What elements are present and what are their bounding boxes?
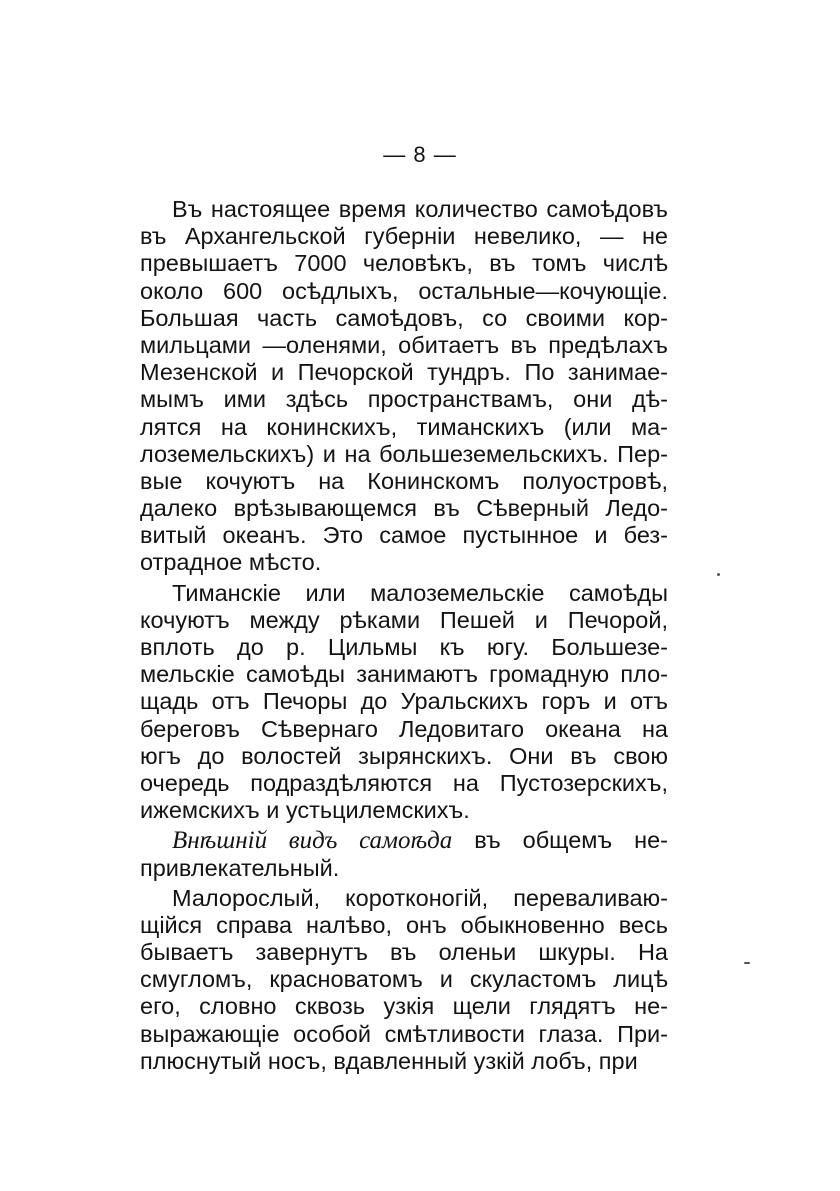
paragraph-3 <box>140 827 668 881</box>
text-fragment: въ общемъ не- <box>452 827 668 854</box>
paragraph-2 <box>140 580 668 825</box>
text-line: Малорослый, коротконогій, переваливаю- <box>172 884 668 911</box>
paragraph-4 <box>140 885 668 1075</box>
scan-speck <box>717 573 720 576</box>
italic-heading: Внѣшній видъ самоѣда <box>172 827 453 855</box>
text-line: Мезенской и Печорской тундръ. По занимае- <box>140 359 668 386</box>
text-line: выражающіе особой смѣтливости глаза. При- <box>140 1020 668 1047</box>
text-line: очередь подраздѣляются на Пустозерскихъ, <box>140 769 668 796</box>
text-line: вплоть до р. Цильмы къ югу. Большезе- <box>140 634 668 660</box>
text-line: мильцами —оленями, обитаетъ въ предѣлахъ <box>140 331 668 358</box>
text-line: ижемскихъ и устьцилемскихъ. <box>140 797 470 824</box>
text-line: витый океанъ. Это самое пустынное и без- <box>140 522 668 549</box>
text-line: привлекательный. <box>140 854 340 881</box>
page-number: — 8 — <box>383 142 457 167</box>
text-line: береговъ Сѣвернаго Ледовитаго океана на <box>140 715 668 742</box>
text-line: около 600 осѣдлыхъ, остальные—кочующіе. <box>140 277 668 304</box>
text-line: лятся на конинскихъ, тиманскихъ (или ма- <box>140 413 668 440</box>
text-line <box>140 827 668 854</box>
text-line: югъ до волостей зырянскихъ. Они въ свою <box>140 742 668 769</box>
text-line: кочуютъ между рѣками Пешей и Печорой, <box>140 606 668 633</box>
text-line: щадь отъ Печоры до Уральскихъ горъ и отъ <box>140 688 668 715</box>
text-line: превышаетъ 7000 человѣкъ, въ томъ числѣ <box>140 250 668 277</box>
text-line: мымъ ими здѣсь пространствамъ, они дѣ- <box>140 386 668 413</box>
text-line: въ Архангельской губерніи невелико, — не <box>140 223 668 250</box>
body-text <box>140 196 668 1075</box>
scan-speck <box>744 962 750 964</box>
text-line: плюснутый носъ, вдавленный узкій лобъ, при <box>140 1047 638 1074</box>
text-line: Въ настоящее время количество самоѣдовъ <box>172 196 668 222</box>
paragraph-1 <box>140 196 668 577</box>
text-line: смугломъ, красноватомъ и скуластомъ лицѣ <box>140 966 668 993</box>
text-line: Большая часть самоѣдовъ, со своими кор- <box>140 304 668 331</box>
text-line: щійся справа налѣво, онъ обыкновенно весь <box>140 911 668 938</box>
text-line: далеко врѣзывающемся въ Сѣверный Ледо- <box>140 495 668 522</box>
text-line: мельскіе самоѣды занимаютъ громадную пло- <box>140 661 668 688</box>
text-line: Тиманскіе или малоземельскіе самоѣды <box>172 579 668 606</box>
text-line: вые кочуютъ на Конинскомъ полуостровѣ, <box>140 467 668 494</box>
text-line: его, словно сквозь узкія щели глядятъ не- <box>140 993 668 1020</box>
text-line: отрадное мѣсто. <box>140 549 322 576</box>
text-line: бываетъ завернутъ въ оленьи шкуры. На <box>140 939 668 966</box>
text-line: лоземельскихъ) и на большеземельскихъ. Пер- <box>140 440 668 467</box>
